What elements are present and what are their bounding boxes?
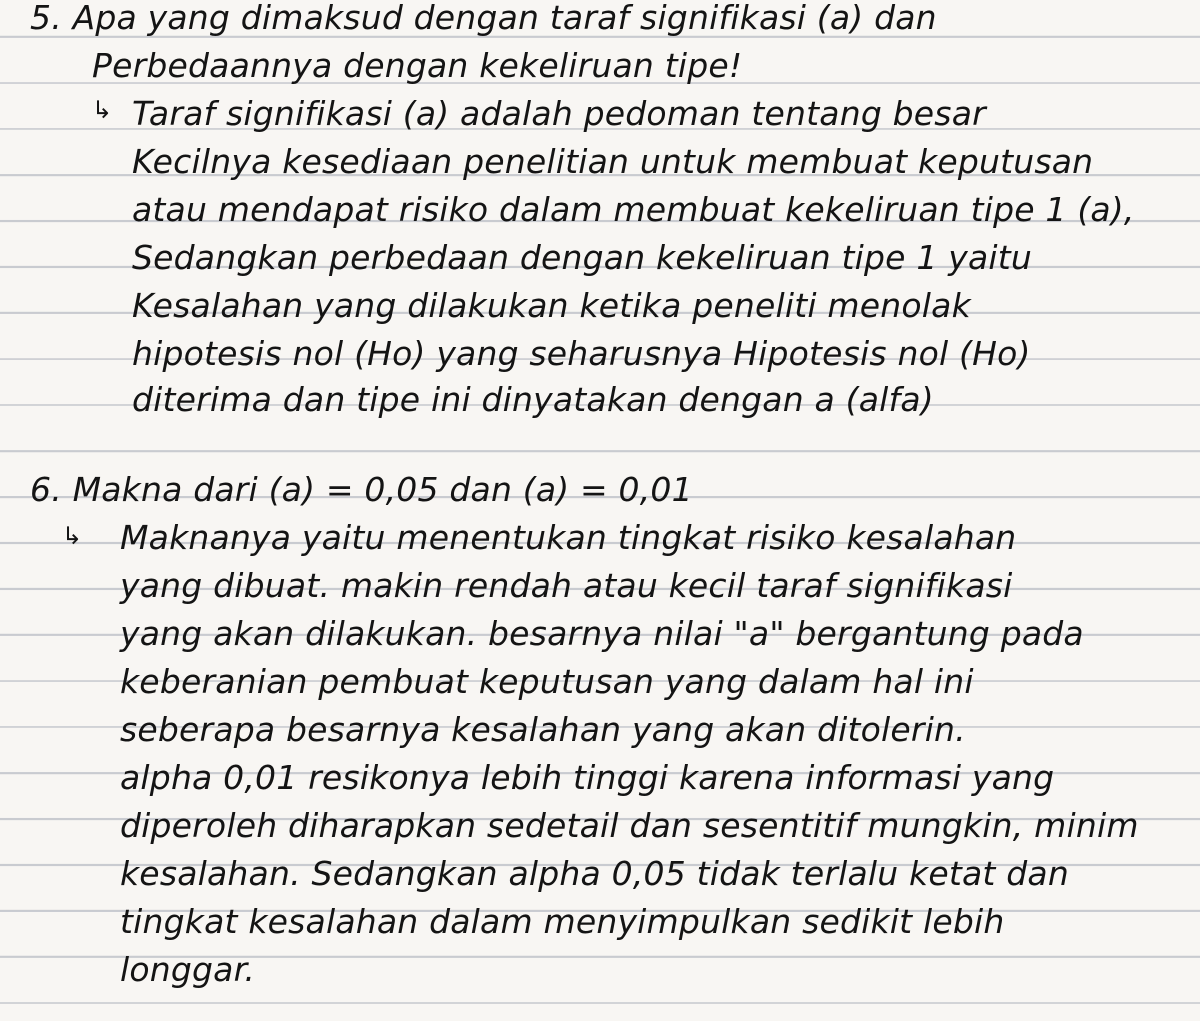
q5-answer-line-5: Kesalahan yang dilakukan ketika peneliti menolak xyxy=(132,286,971,325)
q6-answer-line-3: yang akan dilakukan. besarnya nilai "a" bergantung pada xyxy=(120,614,1084,653)
q5-answer-line-2: Kecilnya kesediaan penelitian untuk membuat keputusan xyxy=(132,142,1094,181)
answer-arrow-icon: ↳ xyxy=(62,522,83,550)
q5-answer-line-4: Sedangkan perbedaan dengan kekeliruan tipe 1 yaitu xyxy=(132,238,1033,277)
q6-question-line-1: 6. Makna dari (a) = 0,05 dan (a) = 0,01 xyxy=(30,470,693,509)
q5-answer-line-1: Taraf signifikasi (a) adalah pedoman tentang besar xyxy=(132,94,986,133)
q6-answer-line-6: alpha 0,01 resikonya lebih tinggi karena informasi yang xyxy=(120,758,1055,797)
q6-answer-line-9: tingkat kesalahan dalam menyimpulkan sedikit lebih xyxy=(120,902,1005,941)
q5-answer-line-7: diterima dan tipe ini dinyatakan dengan a (alfa) xyxy=(132,380,934,419)
q5-answer-line-6: hipotesis nol (Ho) yang seharusnya Hipotesis nol (Ho) xyxy=(132,334,1031,373)
q5-question-line-2: Perbedaannya dengan kekeliruan tipe! xyxy=(92,46,743,85)
q5-answer-line-3: atau mendapat risiko dalam membuat kekeliruan tipe 1 (a), xyxy=(132,190,1135,229)
q6-answer-line-8: kesalahan. Sedangkan alpha 0,05 tidak terlalu ketat dan xyxy=(120,854,1069,893)
q6-answer-line-10: longgar. xyxy=(120,950,256,989)
q6-answer-line-2: yang dibuat. makin rendah atau kecil taraf signifikasi xyxy=(120,566,1013,605)
q6-answer-line-7: diperoleh diharapkan sedetail dan sesentitif mungkin, minim xyxy=(120,806,1139,845)
q6-answer-line-5: seberapa besarnya kesalahan yang akan ditolerin. xyxy=(120,710,966,749)
q6-answer-line-4: keberanian pembuat keputusan yang dalam hal ini xyxy=(120,662,974,701)
q6-answer-line-1: Maknanya yaitu menentukan tingkat risiko kesalahan xyxy=(120,518,1017,557)
q5-question-line-1: 5. Apa yang dimaksud dengan taraf signifikasi (a) dan xyxy=(30,0,937,37)
answer-arrow-icon: ↳ xyxy=(92,96,113,124)
